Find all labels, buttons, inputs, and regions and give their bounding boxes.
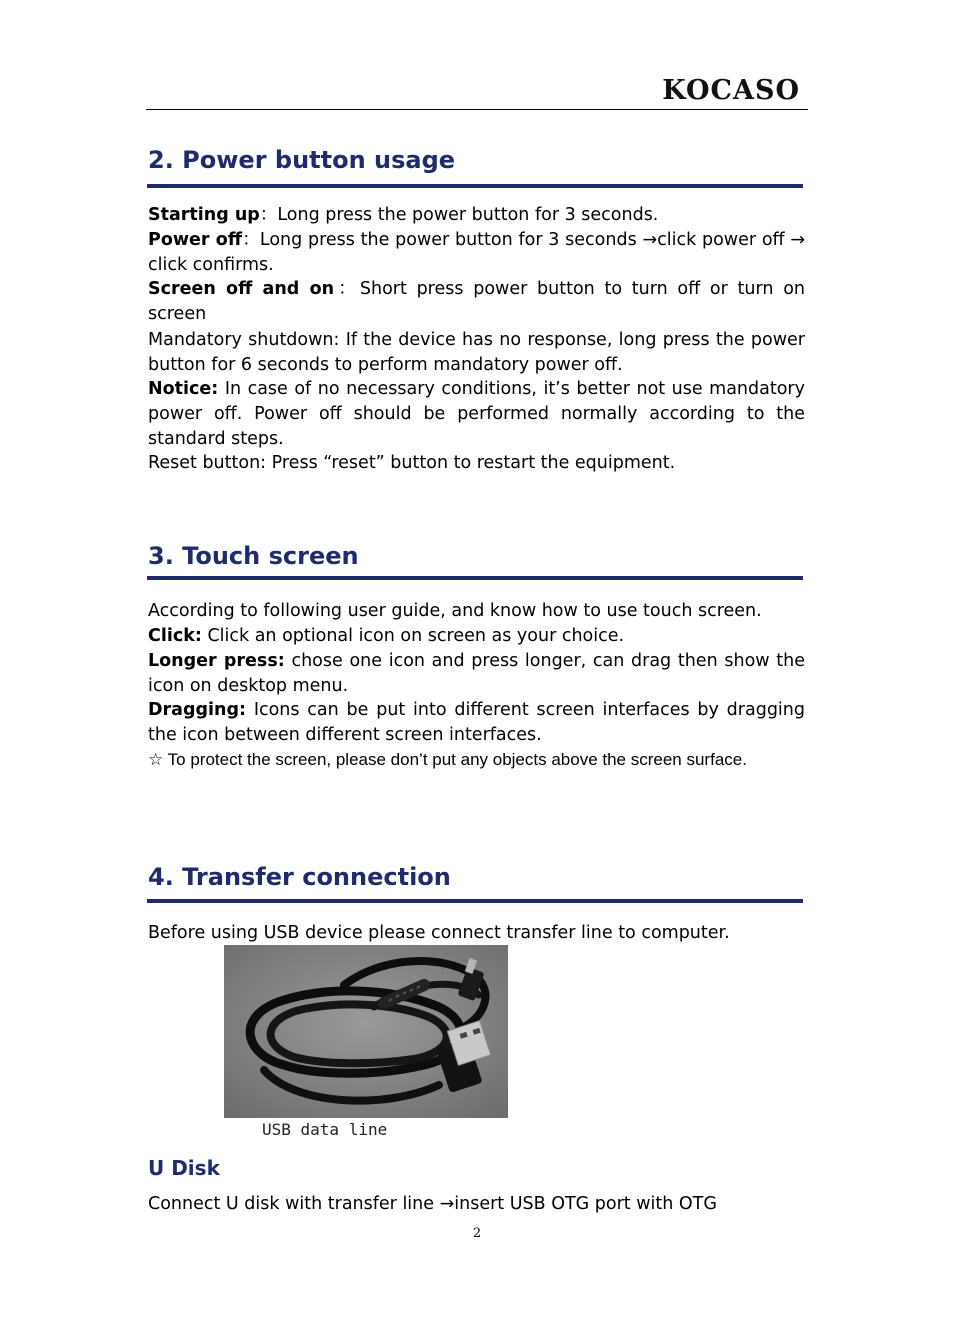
power-item-mandatory-shutdown	[148, 328, 805, 378]
section-title-touch-screen: 3. Touch screen	[148, 542, 359, 570]
item-text: According to following user guide, and know how to use touch screen.	[148, 601, 762, 621]
item-text: Short press power button to turn off or turn on screen	[148, 279, 805, 324]
header-divider	[146, 109, 808, 110]
usb-cable-photo	[224, 945, 508, 1118]
item-text: Long press the power button for 3 seconds.	[277, 205, 659, 225]
usb-cable-illustration	[224, 945, 508, 1118]
item-text: chose one icon and press longer, can drag then show the icon on desktop menu.	[148, 651, 806, 696]
kocaso-logo: KOCASO	[662, 75, 800, 106]
item-label: Longer press:	[148, 651, 285, 671]
item-label: Power off	[148, 230, 242, 250]
section-title-transfer-connection: 4. Transfer connection	[148, 863, 451, 891]
subsection-title-u-disk: U Disk	[148, 1156, 220, 1180]
section-divider-power-button	[147, 184, 803, 188]
power-item-starting-up	[148, 203, 805, 228]
section-title-power-button: 2. Power button usage	[148, 146, 456, 174]
item-label: Starting up	[148, 205, 260, 225]
item-sep	[246, 700, 254, 720]
touch-item-intro	[148, 599, 805, 624]
item-label: Click:	[148, 626, 202, 646]
section-divider-transfer-connection	[147, 899, 803, 903]
item-text: Long press the power button for 3 seconds →click power off → click confirms.	[148, 230, 805, 275]
item-label: Notice:	[148, 379, 219, 399]
item-sep: ：	[334, 279, 360, 299]
item-text: Icons can be put into different screen interfaces by dragging the icon between different screen interfaces.	[148, 700, 805, 745]
item-sep: ：	[242, 230, 260, 250]
power-item-reset	[148, 451, 805, 476]
transfer-intro: Before using USB device please connect transfer line to computer.	[148, 923, 730, 943]
power-item-notice	[148, 377, 805, 451]
item-text: Reset button: Press “reset” button to restart the equipment.	[148, 453, 676, 473]
item-text: Mandatory shutdown: If the device has no response, long press the power button for 6 seconds to perform mandatory power off.	[148, 330, 805, 375]
touch-item-click	[148, 624, 805, 649]
item-text: Click an optional icon on screen as your choice.	[207, 626, 625, 646]
section-divider-touch-screen	[147, 576, 803, 580]
item-label: Screen off and on	[148, 279, 335, 299]
power-item-power-off	[148, 228, 805, 278]
page-number: 2	[472, 1226, 482, 1241]
item-sep: ：	[259, 205, 278, 225]
touch-item-dragging	[148, 698, 805, 748]
u-disk-text: Connect U disk with transfer line →insert USB OTG port with OTG	[148, 1194, 717, 1214]
power-item-screen-off-on	[148, 277, 805, 327]
item-label: Dragging:	[148, 700, 247, 720]
usb-photo-caption: USB data line	[262, 1120, 388, 1139]
touch-notice: ☆ To protect the screen, please don’t put any objects above the screen surface.	[148, 750, 747, 769]
item-text: In case of no necessary conditions, it’s better not use mandatory power off. Power off should be performed normally according to the standard steps.	[148, 379, 805, 449]
touch-item-longer-press	[148, 649, 805, 699]
